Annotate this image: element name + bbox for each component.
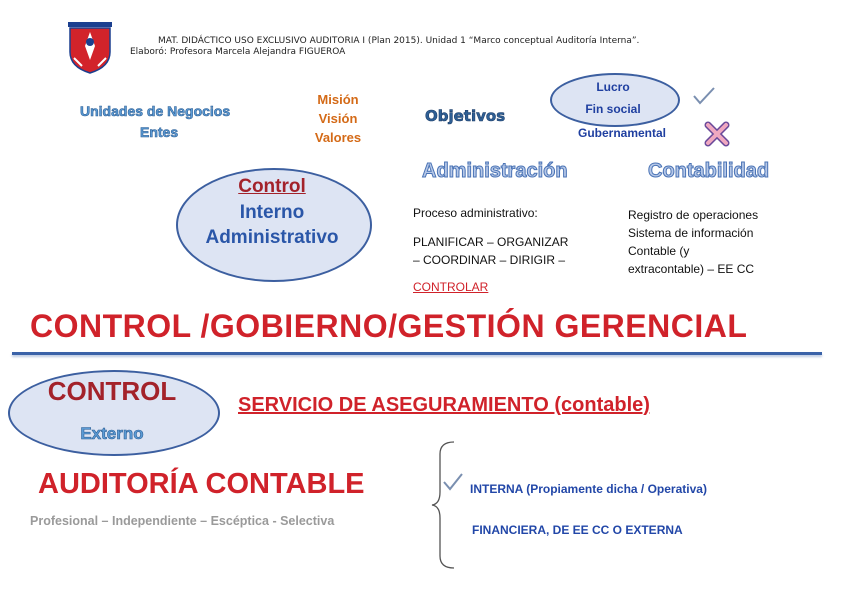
control-interno-line3: Administrativo [205, 227, 339, 248]
fin-social-label: Fin social [585, 102, 641, 116]
process-steps-2: – COORDINAR – DIRIGIR – [413, 253, 566, 267]
auditoria-financiera: FINANCIERA, DE EE CC O EXTERNA [472, 523, 683, 537]
control-externo-subtitle: Externo [80, 424, 144, 443]
contabilidad-line-1: Registro de operaciones [628, 208, 759, 222]
contabilidad-line-3: Contable (y [628, 244, 690, 258]
control-externo-title: CONTROL [47, 376, 177, 406]
divider-line [12, 352, 822, 355]
vision-label: Visión [318, 111, 358, 126]
contabilidad-line-2: Sistema de información [628, 226, 754, 240]
auditoria-interna: INTERNA (Propiamente dicha / Operativa) [470, 482, 707, 496]
process-steps-1: PLANIFICAR – ORGANIZAR [413, 235, 569, 249]
university-logo [68, 22, 112, 74]
objectives-label: Objetivos [425, 107, 506, 125]
controlar-label: CONTROLAR [413, 280, 489, 294]
process-label: Proceso administrativo: [413, 206, 538, 220]
servicio-aseguramiento: SERVICIO DE ASEGURAMIENTO (contable) [238, 394, 650, 416]
gestion-title: CONTROL /GOBIERNO/GESTIÓN GERENCIAL [30, 308, 748, 344]
control-interno-title: Control [238, 176, 306, 197]
contabilidad-title: Contabilidad [648, 160, 770, 182]
bracket-shape [428, 440, 458, 575]
auditoria-title: AUDITORÍA CONTABLE [38, 468, 365, 500]
cross-icon [704, 121, 730, 152]
administracion-title: Administración [422, 160, 568, 182]
entes-label: Entes [140, 124, 179, 140]
contabilidad-line-4: extracontable) – EE CC [628, 262, 755, 276]
lucro-label: Lucro [596, 80, 630, 94]
header-line-1: MAT. DIDÁCTICO USO EXCLUSIVO AUDITORIA I (Plan 2015). Unidad 1 “Marco conceptual Auditoría Interna”. [158, 36, 640, 46]
control-interno-line2: Interno [239, 202, 305, 223]
check-icon [692, 86, 716, 111]
auditoria-subtitle: Profesional – Independiente – Escéptica - Selectiva [30, 514, 335, 528]
units-label: Unidades de Negocios [80, 103, 231, 119]
mission-label: Misión [317, 92, 359, 107]
gubernamental-label: Gubernamental [578, 126, 667, 140]
values-label: Valores [314, 130, 362, 145]
header-line-2: Elaboró: Profesora Marcela Alejandra FIGUEROA [130, 47, 346, 57]
contabilidad-text [628, 206, 758, 278]
mission-vision-values [300, 90, 376, 147]
check-icon-interna [442, 472, 464, 497]
